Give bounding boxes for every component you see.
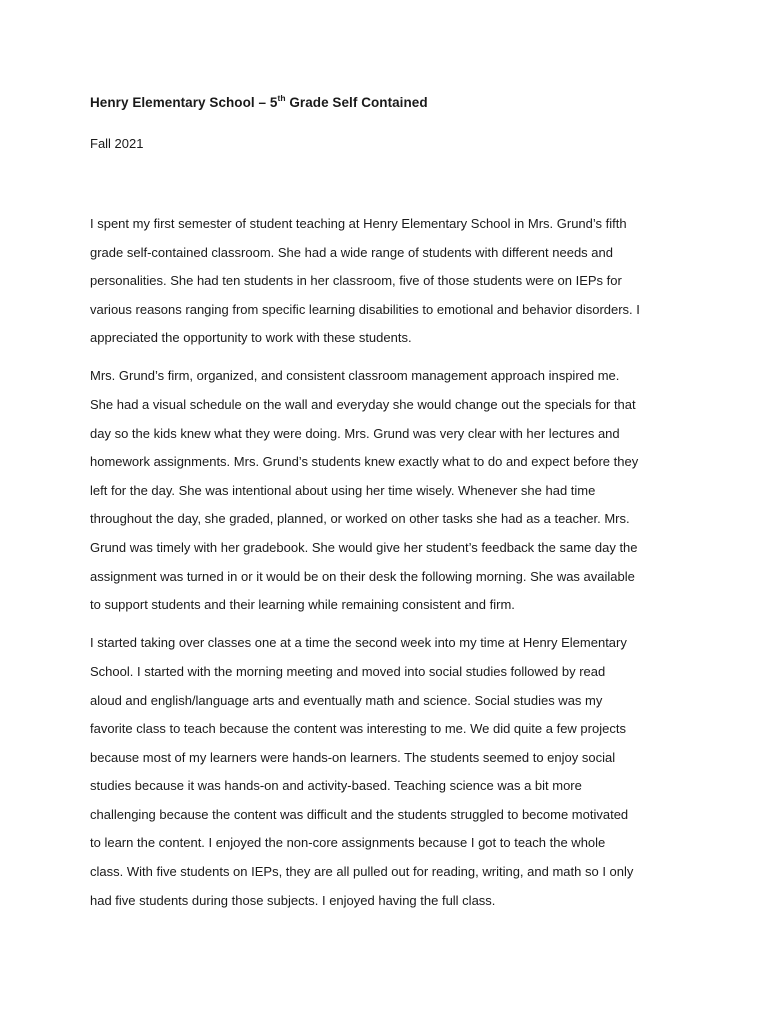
- paragraph-line: She had a visual schedule on the wall and everyday she would change out the specials for that: [90, 397, 636, 413]
- paragraph-line: various reasons ranging from specific learning disabilities to emotional and behavior disorders. I: [90, 301, 640, 317]
- paragraph-line: I spent my first semester of student teaching at Henry Elementary School in Mrs. Grund’s fifth: [90, 216, 627, 231]
- paragraph-line: favorite class to teach because the content was interesting to me. We did quite a few projects: [90, 721, 626, 737]
- paragraph-line: challenging because the content was difficult and the students struggled to become motivated: [90, 806, 629, 822]
- term-label: Fall 2021: [90, 136, 144, 151]
- paragraph-line: appreciated the opportunity to work with these students.: [90, 330, 412, 346]
- paragraph-line: throughout the day, she graded, planned, or worked on other tasks she had as a teacher. Mrs.: [90, 511, 630, 527]
- paragraph-line: had five students during those subjects. I enjoyed having the full class.: [90, 892, 496, 908]
- paragraph-line: to learn the content. I enjoyed the non-core assignments because I got to teach the whole: [90, 835, 606, 851]
- paragraph-line: personalities. She had ten students in her classroom, five of those students were on IEPs for: [90, 273, 622, 289]
- paragraph-line: School. I started with the morning meeting and moved into social studies followed by read: [90, 663, 606, 679]
- paragraph-line: assignment was turned in or it would be on their desk the following morning. She was available: [90, 568, 635, 584]
- paragraph-2: [90, 362, 680, 619]
- paragraph-line: studies because it was hands-on and activity-based. Teaching science was a bit more: [90, 778, 582, 794]
- paragraph-line: grade self-contained classroom. She had a wide range of students with different needs and: [90, 244, 613, 260]
- paragraph-line: class. With five students on IEPs, they are all pulled out for reading, writing, and math so I only: [90, 864, 634, 880]
- paragraph-line: left for the day. She was intentional about using her time wisely. Whenever she had time: [90, 482, 596, 498]
- paragraph-1: [90, 210, 680, 353]
- paragraph-line: Mrs. Grund’s firm, organized, and consistent classroom management approach inspired me.: [90, 368, 620, 384]
- paragraph-line: homework assignments. Mrs. Grund’s students knew exactly what to do and expect before they: [90, 454, 639, 470]
- title-text-rest: Grade Self Contained: [285, 95, 428, 110]
- paragraph-line: to support students and their learning while remaining consistent and firm.: [90, 597, 515, 613]
- paragraph-line: day so the kids knew what they were doing. Mrs. Grund was very clear with her lectures and: [90, 425, 620, 441]
- paragraph-line: I started taking over classes one at a time the second week into my time at Henry Elementary: [90, 635, 627, 651]
- document-body: [90, 210, 680, 925]
- paragraph-line: Grund was timely with her gradebook. She would give her student’s feedback the same day the: [90, 540, 638, 556]
- title-ordinal-suffix: th: [277, 92, 286, 103]
- paragraph-line: aloud and english/language arts and eventually math and science. Social studies was my: [90, 692, 603, 708]
- document-title: [90, 93, 428, 113]
- title-text: Henry Elementary School – 5: [90, 95, 278, 110]
- paragraph-3: [90, 629, 680, 915]
- paragraph-line: because most of my learners were hands-on learners. The students seemed to enjoy social: [90, 749, 616, 765]
